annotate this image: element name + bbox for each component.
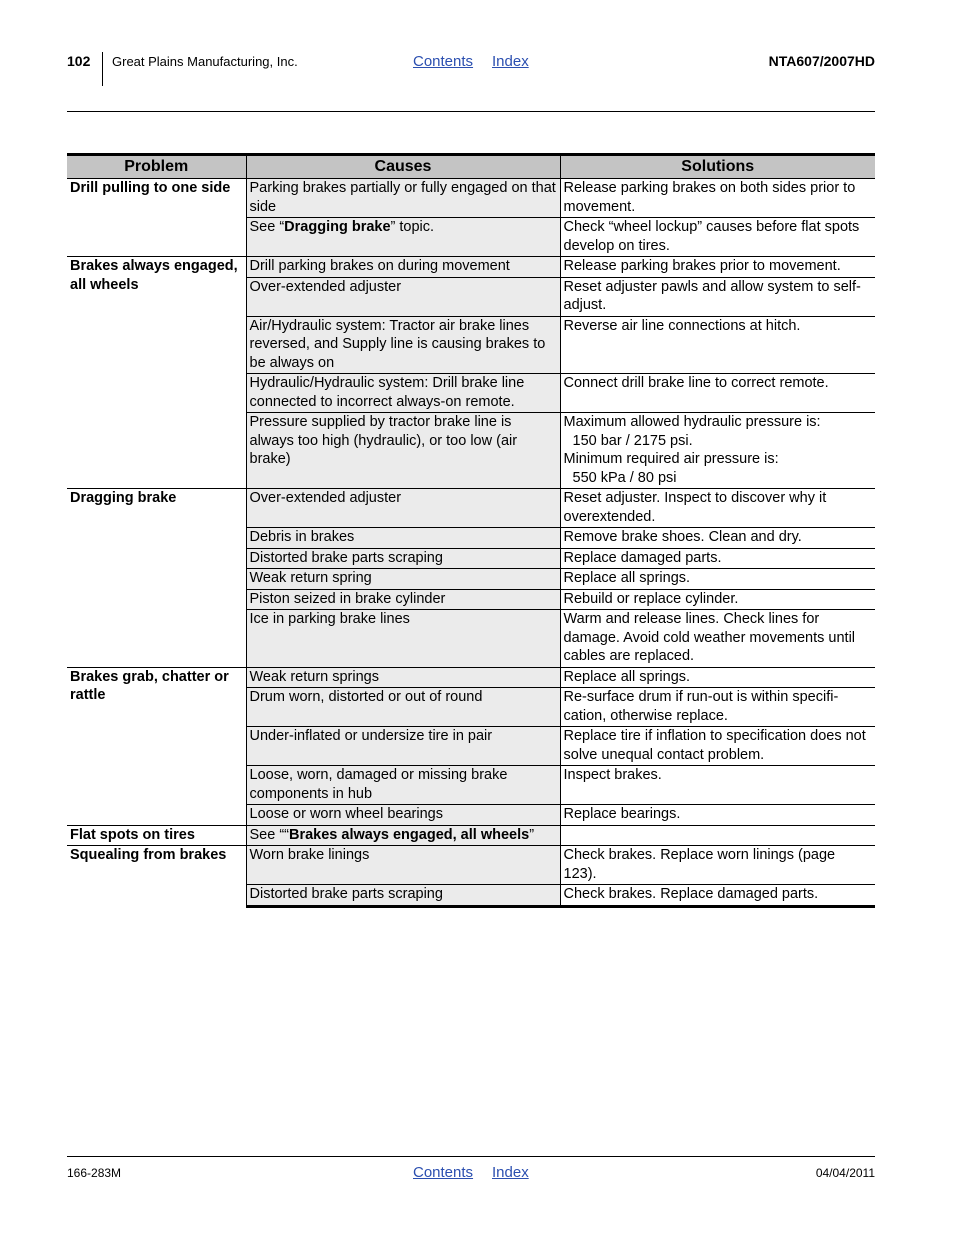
model-number: NTA607/2007HD [768, 53, 875, 69]
footer-index-link[interactable]: Index [492, 1164, 529, 1181]
document-number: 166-283M [67, 1166, 122, 1180]
cause-text: Weak return spring [249, 570, 372, 586]
solution-cell [560, 374, 875, 413]
cause-text: See ““ [249, 826, 289, 843]
cause-text: Air/Hydraulic system: Tractor air brake lines reversed, and Supply line is causing brakes to be always on [249, 317, 546, 371]
solution-cell [560, 277, 875, 316]
cause-text: Ice in parking brake lines [249, 611, 410, 627]
page-number: 102 [67, 53, 91, 69]
cause-text: Debris in brakes [249, 529, 355, 545]
cause-cell [246, 218, 560, 257]
solution-cell [560, 667, 875, 688]
solution-text: Warm and release lines. Check lines for damage. Avoid cold weather movements until cables are replaced. [563, 611, 856, 664]
table-row [67, 667, 875, 688]
solution-text: Reset adjuster pawls and allow system to self-adjust. [563, 278, 861, 313]
cause-cell [246, 825, 560, 846]
problem-cell: Squealing from brakes [70, 847, 227, 863]
solution-cell [560, 179, 875, 218]
solution-cell [560, 825, 875, 846]
cause-text: Over-extended adjuster [249, 490, 402, 506]
cause-text: Piston seized in brake cylinder [249, 590, 446, 607]
cause-cell [246, 766, 560, 805]
solution-text: Maximum allowed hydraulic pressure is: [563, 414, 821, 430]
cause-cell [246, 316, 560, 374]
cause-text-bold: Dragging brake [284, 219, 391, 235]
cause-cell [246, 805, 560, 826]
problem-cell: Brakes always engaged, all wheels [67, 257, 246, 489]
cause-cell [246, 727, 560, 766]
solution-text: Replace bearings. [563, 806, 681, 822]
table-row [67, 179, 875, 218]
header-contents-link[interactable]: Contents [413, 53, 474, 70]
solution-text: 550 kPa / 80 psi [572, 469, 677, 486]
table-row [67, 825, 875, 846]
solution-cell [560, 413, 875, 489]
solution-text: Re-surface drum if run-out is within specifi-cation, otherwise replace. [563, 689, 839, 724]
cause-text: Pressure supplied by tractor brake line is always too high (hydraulic), or too low (air brake) [249, 414, 518, 467]
publish-date: 04/04/2011 [815, 1166, 875, 1180]
header-index-link[interactable]: Index [492, 53, 529, 70]
cause-cell [246, 374, 560, 413]
solution-text: Check “wheel lockup” causes before flat spots develop on tires. [563, 219, 860, 254]
cause-text: Under-inflated or undersize tire in pair [249, 728, 493, 744]
cause-text: ” [529, 826, 535, 843]
cause-cell [246, 413, 560, 489]
cause-cell [246, 885, 560, 907]
problem-cell: Dragging brake [67, 489, 246, 668]
cause-text-bold: Brakes always engaged, all wheels [289, 826, 530, 843]
cause-text: ” topic. [390, 219, 435, 235]
table-body [67, 179, 875, 907]
column-header-causes: Causes [246, 155, 560, 179]
cause-text: Weak return springs [249, 668, 379, 685]
solution-text: Replace tire if inflation to specification does not solve unequal contact problem. [563, 728, 866, 763]
cause-cell [246, 688, 560, 727]
solution-cell [560, 589, 875, 610]
solution-cell [560, 688, 875, 727]
solution-cell [560, 528, 875, 549]
solution-text: Reverse air line connections at hitch. [563, 317, 801, 334]
cause-cell [246, 489, 560, 528]
solution-cell [560, 548, 875, 569]
cause-cell [246, 667, 560, 688]
solution-cell [560, 218, 875, 257]
cause-text: Drill parking brakes on during movement [249, 258, 510, 274]
company-name: Great Plains Manufacturing, Inc. [112, 54, 298, 69]
solution-text: Rebuild or replace cylinder. [563, 590, 739, 607]
cause-text: Hydraulic/Hydraulic system: Drill brake line connected to incorrect always-on remote. [249, 375, 525, 410]
solution-cell [560, 257, 875, 278]
cause-text: Over-extended adjuster [249, 278, 402, 295]
cause-text: Distorted brake parts scraping [249, 886, 443, 902]
footer-rule [67, 1156, 875, 1157]
problem-cell: Drill pulling to one side [67, 179, 246, 257]
solution-cell [560, 805, 875, 826]
cause-text: Drum worn, distorted or out of round [249, 689, 483, 705]
solution-text: Replace all springs. [563, 668, 691, 685]
column-header-problem: Problem [67, 155, 246, 179]
cause-cell [246, 528, 560, 549]
solution-text: Remove brake shoes. Clean and dry. [563, 529, 802, 545]
problem-cell: Flat spots on tires [67, 825, 246, 846]
cause-cell [246, 846, 560, 885]
solution-cell [560, 316, 875, 374]
cause-text: See “ [249, 219, 285, 235]
cause-cell [246, 257, 560, 278]
solution-text: Minimum required air pressure is: [563, 451, 779, 467]
table-row [67, 257, 875, 278]
solution-text: Check brakes. Replace worn linings (page 123). [563, 847, 836, 882]
footer-contents-link[interactable]: Contents [413, 1164, 474, 1181]
cause-cell [246, 548, 560, 569]
solution-text: Connect drill brake line to correct remote. [563, 375, 829, 391]
header-divider [102, 52, 103, 86]
solution-text: Replace damaged parts. [563, 549, 722, 566]
solution-text: Replace all springs. [563, 570, 691, 586]
cause-cell [246, 277, 560, 316]
problem-cell: Brakes grab, chatter or rattle [67, 667, 246, 825]
cause-cell [246, 569, 560, 590]
header-rule [67, 111, 875, 112]
cause-text: Distorted brake parts scraping [249, 549, 443, 566]
solution-cell [560, 846, 875, 885]
table-row [67, 489, 875, 528]
troubleshooting-table [67, 153, 875, 908]
table-row [67, 846, 875, 885]
cause-text: Worn brake linings [249, 847, 370, 863]
solution-text: 150 bar / 2175 psi. [572, 432, 693, 449]
cause-cell [246, 179, 560, 218]
solution-text: Reset adjuster. Inspect to discover why it overextended. [563, 490, 827, 525]
solution-cell [560, 727, 875, 766]
cause-cell [246, 589, 560, 610]
solution-cell [560, 885, 875, 907]
solution-text: Check brakes. Replace damaged parts. [563, 886, 819, 902]
solution-text: Release parking brakes prior to movement. [563, 258, 841, 274]
solution-cell [560, 610, 875, 668]
cause-cell [246, 610, 560, 668]
cause-text: Loose or worn wheel bearings [249, 806, 443, 822]
solution-cell [560, 489, 875, 528]
table-header-row [67, 155, 875, 179]
solution-cell [560, 766, 875, 805]
solution-cell [560, 569, 875, 590]
column-header-solutions: Solutions [560, 155, 875, 179]
solution-text: Release parking brakes on both sides prior to movement. [563, 180, 856, 215]
solution-text: Inspect brakes. [563, 767, 662, 783]
cause-text: Loose, worn, damaged or missing brake components in hub [249, 767, 508, 802]
cause-text: Parking brakes partially or fully engaged on that side [249, 180, 556, 215]
